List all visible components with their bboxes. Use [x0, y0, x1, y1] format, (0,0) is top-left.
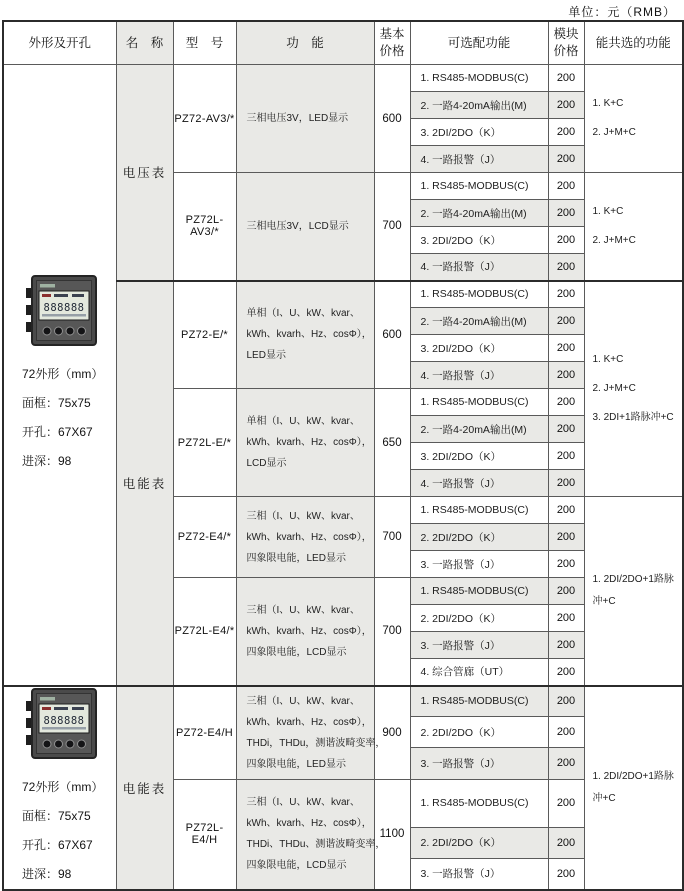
shared-functions-cell [584, 497, 683, 686]
module-price-cell: 200 [548, 632, 584, 659]
option-cell: 1. RS485-MODBUS(C) [410, 779, 548, 827]
model-cell: PZ72-AV3/* [173, 65, 236, 173]
dimension-line: 面框：75x75 [22, 808, 91, 823]
shared-function-line: 1. 2DI/2DO+1路脉冲+C [592, 573, 674, 607]
base-price-cell: 900 [374, 686, 410, 780]
option-cell: 1. RS485-MODBUS(C) [410, 281, 548, 308]
option-cell: 4. 综合管廊（UT） [410, 659, 548, 686]
module-price-cell: 200 [548, 779, 584, 827]
function-line: 三相电压3V，LED显示 [246, 113, 349, 124]
module-price-cell: 200 [548, 119, 584, 146]
function-cell [236, 686, 386, 780]
base-price-cell: 700 [374, 497, 410, 578]
model-cell: PZ72L-AV3/* [173, 173, 236, 281]
module-price-cell: 200 [548, 524, 584, 551]
module-price-cell: 200 [548, 389, 584, 416]
module-price-cell: 200 [548, 605, 584, 632]
option-cell: 2. 2DI/2DO（K） [410, 827, 548, 858]
shape-cell [3, 686, 116, 890]
option-cell: 3. 一路报警（J） [410, 858, 548, 889]
shared-functions-cell [584, 65, 683, 173]
function-line: kWh、kvarh、Hz、cosΦ）， [246, 329, 372, 341]
option-cell: 1. RS485-MODBUS(C) [410, 65, 548, 92]
dimension-line: 72外形（mm） [22, 779, 104, 794]
function-line: kWh、kvarh、Hz、cosΦ）， [246, 716, 372, 728]
function-line: 单相（I、U、kW、kvar、 [246, 308, 360, 320]
option-cell: 1. RS485-MODBUS(C) [410, 389, 548, 416]
function-line: 三相（I、U、kW、kvar、 [246, 695, 360, 707]
shape-dimensions [22, 773, 103, 889]
option-cell: 1. RS485-MODBUS(C) [410, 497, 548, 524]
option-cell: 1. RS485-MODBUS(C) [410, 173, 548, 200]
price-table [2, 20, 684, 891]
module-price-cell: 200 [548, 308, 584, 335]
module-price-cell: 200 [548, 470, 584, 497]
function-line: 四象限电能，LED显示 [246, 758, 346, 770]
option-cell: 2. 一路4-20mA输出(M) [410, 200, 548, 227]
shared-function-line: 1. K+C [592, 98, 624, 109]
shared-function-line: 2. J+M+C [592, 234, 636, 246]
category-name-cell: 电能表 [116, 686, 173, 890]
function-cell [236, 779, 386, 890]
header-shape: 外形及开孔 [3, 21, 116, 65]
function-line: kWh、kvarh、Hz、cosΦ）， [246, 531, 372, 543]
function-cell [236, 65, 374, 173]
function-cell [236, 578, 374, 686]
module-price-cell: 200 [548, 717, 584, 748]
option-cell: 2. 一路4-20mA输出(M) [410, 92, 548, 119]
model-cell: PZ72-E4/H [173, 686, 236, 780]
shape-cell [3, 65, 116, 686]
module-price-cell: 200 [548, 254, 584, 281]
header-base-price: 基本价格 [374, 21, 410, 65]
svg-text:888888: 888888 [43, 301, 85, 314]
option-cell: 3. 2DI/2DO（K） [410, 335, 548, 362]
module-price-cell: 200 [548, 578, 584, 605]
option-cell: 2. 一路4-20mA输出(M) [410, 308, 548, 335]
panel-meter-image [22, 687, 98, 761]
function-line: 三相（I、U、kW、kvar、 [246, 604, 360, 616]
model-cell: PZ72-E/* [173, 281, 236, 389]
module-price-cell: 200 [548, 92, 584, 119]
module-price-cell: 200 [548, 497, 584, 524]
model-cell: PZ72L-E4/H [173, 779, 236, 890]
header-shared-functions: 能共选的功能 [584, 21, 683, 65]
shared-function-line: 2. J+M+C [592, 382, 636, 394]
function-cell [236, 497, 374, 578]
base-price-cell: 600 [374, 65, 410, 173]
function-line: 三相电压3V，LCD显示 [246, 220, 349, 232]
module-price-cell: 200 [548, 858, 584, 889]
dimension-line: 开孔：67X67 [22, 424, 93, 439]
shared-function-line: 1. 2DI/2DO+1路脉冲+C [592, 770, 674, 804]
module-price-cell: 200 [548, 146, 584, 173]
option-cell: 1. RS485-MODBUS(C) [410, 686, 548, 717]
function-line: THDi，THDu，测谐波畸变率， [246, 737, 386, 749]
table-row [3, 686, 683, 717]
option-cell: 3. 2DI/2DO（K） [410, 443, 548, 470]
module-price-cell: 200 [548, 65, 584, 92]
module-price-cell: 200 [548, 227, 584, 254]
shape-dimensions [22, 360, 103, 476]
shared-function-line: 3. 2DI+1路脉冲+C [592, 411, 674, 423]
base-price-cell: 650 [374, 389, 410, 497]
option-cell: 3. 一路报警（J） [410, 551, 548, 578]
shared-functions-cell [584, 173, 683, 281]
option-cell: 4. 一路报警（J） [410, 146, 548, 173]
header-model: 型 号 [173, 21, 236, 65]
option-cell: 4. 一路报警（J） [410, 470, 548, 497]
module-price-cell: 200 [548, 551, 584, 578]
category-name-cell: 电压表 [116, 65, 173, 281]
dimension-line: 开孔：67X67 [22, 837, 93, 852]
dimension-line: 进深：98 [22, 453, 72, 468]
function-line: THDi、THDu、测谐波畸变率， [246, 839, 386, 850]
panel-meter-image [22, 274, 98, 348]
shared-functions-cell [584, 686, 683, 890]
base-price-cell: 1100 [374, 779, 410, 890]
model-cell: PZ72-E4/* [173, 497, 236, 578]
option-cell: 4. 一路报警（J） [410, 362, 548, 389]
dimension-line: 面框：75x75 [22, 395, 91, 410]
category-name-cell: 电能表 [116, 281, 173, 686]
dimension-line: 进深：98 [22, 866, 72, 881]
function-line: 三相（I、U、kW、kvar、 [246, 797, 360, 808]
option-cell: 3. 2DI/2DO（K） [410, 227, 548, 254]
header-optional-functions: 可选配功能 [410, 21, 548, 65]
option-cell: 2. 2DI/2DO（K） [410, 524, 548, 551]
header-module-price: 模块价格 [548, 21, 584, 65]
module-price-cell: 200 [548, 281, 584, 308]
function-cell [236, 173, 374, 281]
shared-function-line: 2. J+M+C [592, 127, 636, 138]
table-header-row [3, 21, 683, 65]
function-line: 四象限电能，LCD显示 [246, 860, 347, 871]
module-price-cell: 200 [548, 443, 584, 470]
module-price-cell: 200 [548, 173, 584, 200]
module-price-cell: 200 [548, 827, 584, 858]
option-cell: 2. 2DI/2DO（K） [410, 605, 548, 632]
function-cell [236, 389, 374, 497]
module-price-cell: 200 [548, 748, 584, 779]
function-line: LCD显示 [246, 458, 287, 469]
base-price-cell: 700 [374, 173, 410, 281]
function-line: 三相（I、U、kW、kvar、 [246, 510, 360, 522]
module-price-cell: 200 [548, 335, 584, 362]
module-price-cell: 200 [548, 659, 584, 686]
function-line: LED显示 [246, 350, 286, 362]
function-line: kWh、kvarh、Hz、cosΦ）， [246, 437, 372, 448]
function-line: kWh、kvarh、Hz、cosΦ）， [246, 625, 372, 637]
model-cell: PZ72L-E/* [173, 389, 236, 497]
svg-text:888888: 888888 [43, 714, 85, 727]
module-price-cell: 200 [548, 416, 584, 443]
function-line: 四象限电能，LCD显示 [246, 646, 347, 658]
unit-note: 单位：元（RMB） [568, 5, 676, 19]
option-cell: 2. 一路4-20mA输出(M) [410, 416, 548, 443]
model-cell: PZ72L-E4/* [173, 578, 236, 686]
option-cell: 4. 一路报警（J） [410, 254, 548, 281]
function-line: kWh、kvarh、Hz、cosΦ）， [246, 818, 372, 829]
option-cell: 3. 一路报警（J） [410, 748, 548, 779]
header-function: 功 能 [236, 21, 374, 65]
shared-functions-cell [584, 281, 683, 497]
module-price-cell: 200 [548, 200, 584, 227]
option-cell: 1. RS485-MODBUS(C) [410, 578, 548, 605]
option-cell: 3. 2DI/2DO（K） [410, 119, 548, 146]
shared-function-line: 1. K+C [592, 205, 624, 217]
dimension-line: 72外形（mm） [22, 366, 104, 381]
function-line: 四象限电能，LED显示 [246, 552, 346, 564]
shared-function-line: 1. K+C [592, 353, 624, 365]
module-price-cell: 200 [548, 362, 584, 389]
module-price-cell: 200 [548, 686, 584, 717]
table-row [3, 65, 683, 92]
header-name: 名 称 [116, 21, 173, 65]
base-price-cell: 600 [374, 281, 410, 389]
option-cell: 2. 2DI/2DO（K） [410, 717, 548, 748]
function-cell [236, 281, 374, 389]
option-cell: 3. 一路报警（J） [410, 632, 548, 659]
base-price-cell: 700 [374, 578, 410, 686]
function-line: 单相（I、U、kW、kvar、 [246, 416, 360, 427]
